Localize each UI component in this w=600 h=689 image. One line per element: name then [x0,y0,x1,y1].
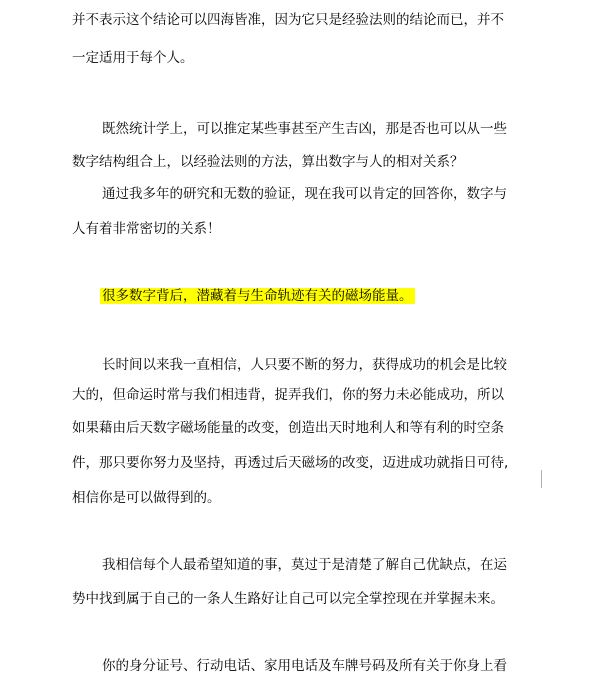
text-line-5: 通过我多年的研究和无数的验证，现在我可以肯定的回答你，数字与 [102,186,507,202]
text-line-2: 一定适用于每个人。 [72,50,194,66]
text-line-15: 你的身分证号、行动电话、家用电话及车牌号码及所有关于你身上看 [102,658,507,674]
text-line-9: 大的，但命运时常与我们相违背，捉弄我们，你的努力未必能成功，所以 [72,387,504,403]
text-line-4: 数字结构组合上，以经验法则的方法，算出数字与人的相对关系？ [72,154,464,170]
highlight-text: 很多数字背后，潜藏着与生命轨迹有关的磁场能量。 [102,288,413,304]
highlighted-line [100,286,415,306]
text-edge-marker [541,470,542,488]
text-line-1: 并不表示这个结论可以四海皆准，因为它只是经验法则的结论而已，并不 [72,12,504,28]
text-line-11: 件，那只要你努力及坚持，再透过后天磁场的改变，迈进成功就指日可待, [72,455,509,471]
text-line-8: 长时间以来我一直相信，人只要不断的努力，获得成功的机会是比较 [102,357,507,373]
text-line-14: 势中找到属于自己的一条人生路好让自己可以完全掌控现在并掌握未来。 [72,591,504,607]
text-line-10: 如果藉由后天数字磁场能量的改变，创造出天时地利人和等有利的时空条 [72,420,504,436]
text-line-6: 人有着非常密切的关系！ [72,221,221,237]
text-line-12: 相信你是可以做得到的。 [72,490,221,506]
text-line-13: 我相信每个人最希望知道的事，莫过于是清楚了解自己优缺点，在运 [102,557,507,573]
text-line-3: 既然统计学上，可以推定某些事甚至产生吉凶，那是否也可以从一些 [102,121,507,137]
